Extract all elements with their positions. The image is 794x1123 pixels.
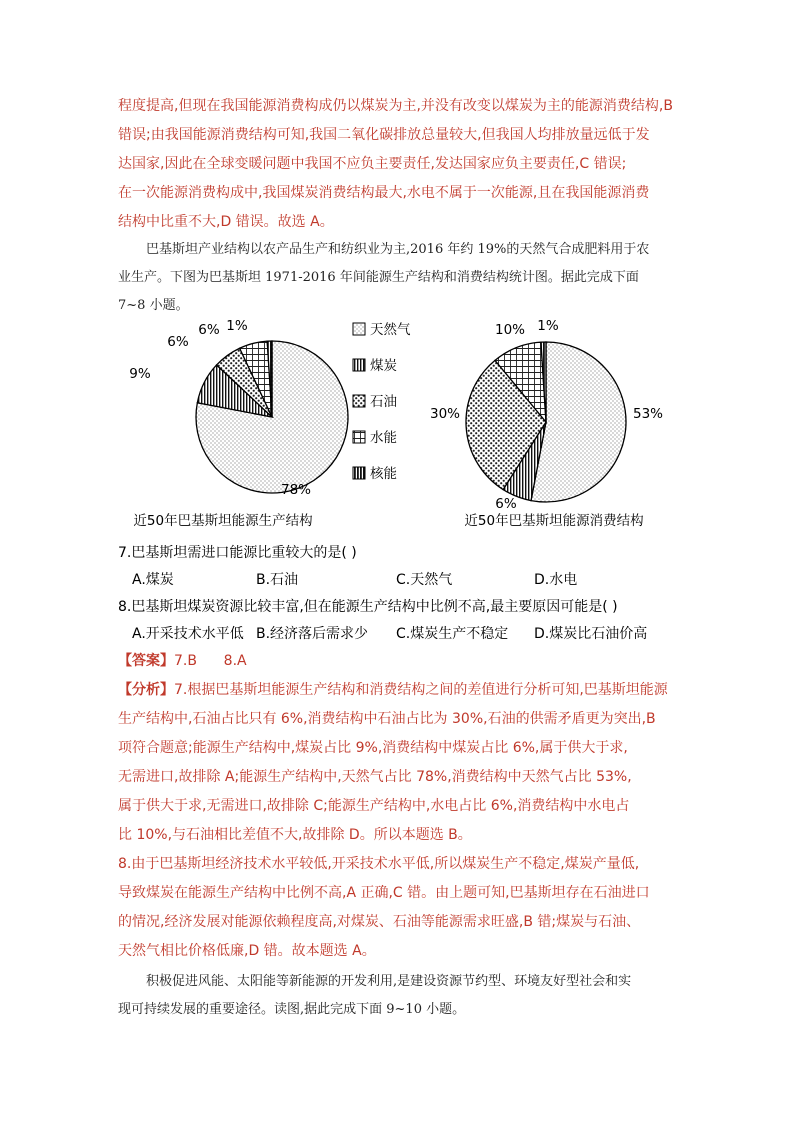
pie-production	[129, 318, 348, 498]
analysis-line: 在一次能源消费构成中,我国煤炭消费结构最大,水电不属于一次能源,且在我国能源消费	[118, 185, 650, 201]
answer-tag: 【答案】	[118, 653, 174, 669]
pie-data-label: 30%	[429, 406, 461, 422]
analysis-block	[118, 676, 678, 966]
analysis-line: 导致煤炭在能源生产结构中比例不高,A 正确,C 错。由上题可知,巴基斯坦存在石油进口	[118, 885, 650, 901]
previous-analysis	[118, 92, 678, 237]
legend-label-coal: 煤炭	[370, 358, 397, 374]
analysis-line: 8.由于巴基斯坦经济技术水平较低,开采技术水平低,所以煤炭生产不稳定,煤炭产量低,	[118, 856, 640, 872]
pie-data-label: 6%	[495, 496, 517, 512]
pie-title-consumption: 近50年巴基斯坦能源消费结构	[464, 513, 644, 529]
intro-line: 巴基斯坦产业结构以农产品生产和纺织业为主,2016 年约 19%的天然气合成肥料用于农	[146, 242, 650, 257]
pie-data-label: 10%	[494, 322, 526, 338]
question-intro-7-8	[118, 236, 678, 320]
analysis-line: 天然气相比价格低廉,D 错。故本题选 A。	[118, 943, 376, 959]
intro-line: 7~8 小题。	[118, 298, 189, 313]
analysis-line: 比 10%,与石油相比差值不大,故排除 D。所以本题选 B。	[118, 827, 472, 843]
legend-swatch-natural-gas	[353, 323, 365, 335]
question-8-stem: 8.巴基斯坦煤炭资源比较丰富,但在能源生产结构中比例不高,最主要原因可能是( )	[118, 599, 618, 615]
option-b[interactable]: B.石油	[256, 572, 299, 588]
option-b[interactable]: B.经济落后需求少	[256, 626, 369, 642]
option-a[interactable]: A.开采技术水平低	[132, 626, 244, 642]
legend-swatch-coal	[353, 359, 365, 371]
pie-data-label: 1%	[537, 318, 559, 334]
legend-swatch-oil	[353, 395, 365, 407]
legend-label-nuclear: 核能	[370, 466, 397, 482]
analysis-line: 7.根据巴基斯坦能源生产结构和消费结构之间的差值进行分析可知,巴基斯坦能源	[174, 682, 668, 698]
answer-text: 7.B 8.A	[174, 653, 247, 669]
legend-label-oil: 石油	[370, 394, 397, 410]
option-d[interactable]: D.水电	[534, 572, 578, 588]
analysis-line: 错误;由我国能源消费结构可知,我国二氧化碳排放总量较大,但我国人均排放量远低于发	[118, 127, 650, 143]
pie-title-production: 近50年巴基斯坦能源生产结构	[133, 513, 313, 529]
answer-row	[118, 648, 247, 674]
legend-swatch-hydro	[353, 431, 365, 443]
option-c[interactable]: C.天然气	[396, 572, 453, 588]
intro-line: 业生产。下图为巴基斯坦 1971-2016 年间能源生产结构和消费结构统计图。据此完成下面	[118, 270, 639, 285]
chart-legend	[353, 322, 411, 482]
analysis-line: 程度提高,但现在我国能源消费构成仍以煤炭为主,并没有改变以煤炭为主的能源消费结构,B	[118, 98, 673, 114]
pie-data-label: 6%	[198, 322, 220, 338]
analysis-line: 结构中比重不大,D 错误。故选 A。	[118, 214, 334, 230]
pie-data-label: 1%	[226, 318, 248, 334]
analysis-line: 生产结构中,石油占比只有 6%,消费结构中石油占比为 30%,石油的供需矛盾更为突出,B	[118, 711, 656, 727]
analysis-tag: 【分析】	[118, 682, 174, 698]
option-c[interactable]: C.煤炭生产不稳定	[396, 626, 509, 642]
question-intro-9-10	[118, 968, 678, 1024]
pie-data-label: 78%	[280, 482, 312, 498]
legend-swatch-nuclear	[353, 467, 365, 479]
legend-label-natural-gas: 天然气	[370, 322, 411, 338]
analysis-line: 的情况,经济发展对能源依赖程度高,对煤炭、石油等能源需求旺盛,B 错;煤炭与石油、	[118, 914, 641, 930]
question-7-stem: 7.巴基斯坦需进口能源比重较大的是( )	[118, 545, 357, 561]
pie-consumption	[430, 318, 663, 512]
option-a[interactable]: A.煤炭	[132, 572, 174, 588]
intro-line: 现可持续发展的重要途径。读图,据此完成下面 9~10 小题。	[118, 1002, 466, 1017]
pie-data-label: 53%	[632, 406, 664, 422]
energy-pie-charts	[120, 312, 680, 537]
analysis-line: 属于供大于求,无需进口,故排除 C;能源生产结构中,水电占比 6%,消费结构中水电占	[118, 798, 630, 814]
pie-data-label: 6%	[167, 334, 189, 350]
legend-label-hydro: 水能	[370, 430, 397, 446]
pie-data-label: 9%	[129, 366, 151, 382]
option-d[interactable]: D.煤炭比石油价高	[534, 626, 648, 642]
intro-line: 积极促进风能、太阳能等新能源的开发利用,是建设资源节约型、环境友好型社会和实	[146, 974, 632, 989]
analysis-line: 项符合题意;能源生产结构中,煤炭占比 9%,消费结构中煤炭占比 6%,属于供大于求,	[118, 740, 628, 756]
analysis-line: 达国家,因此在全球变暖问题中我国不应负主要责任,发达国家应负主要责任,C 错误;	[118, 156, 627, 172]
analysis-line: 无需进口,故排除 A;能源生产结构中,天然气占比 78%,消费结构中天然气占比 53%,	[118, 769, 632, 785]
